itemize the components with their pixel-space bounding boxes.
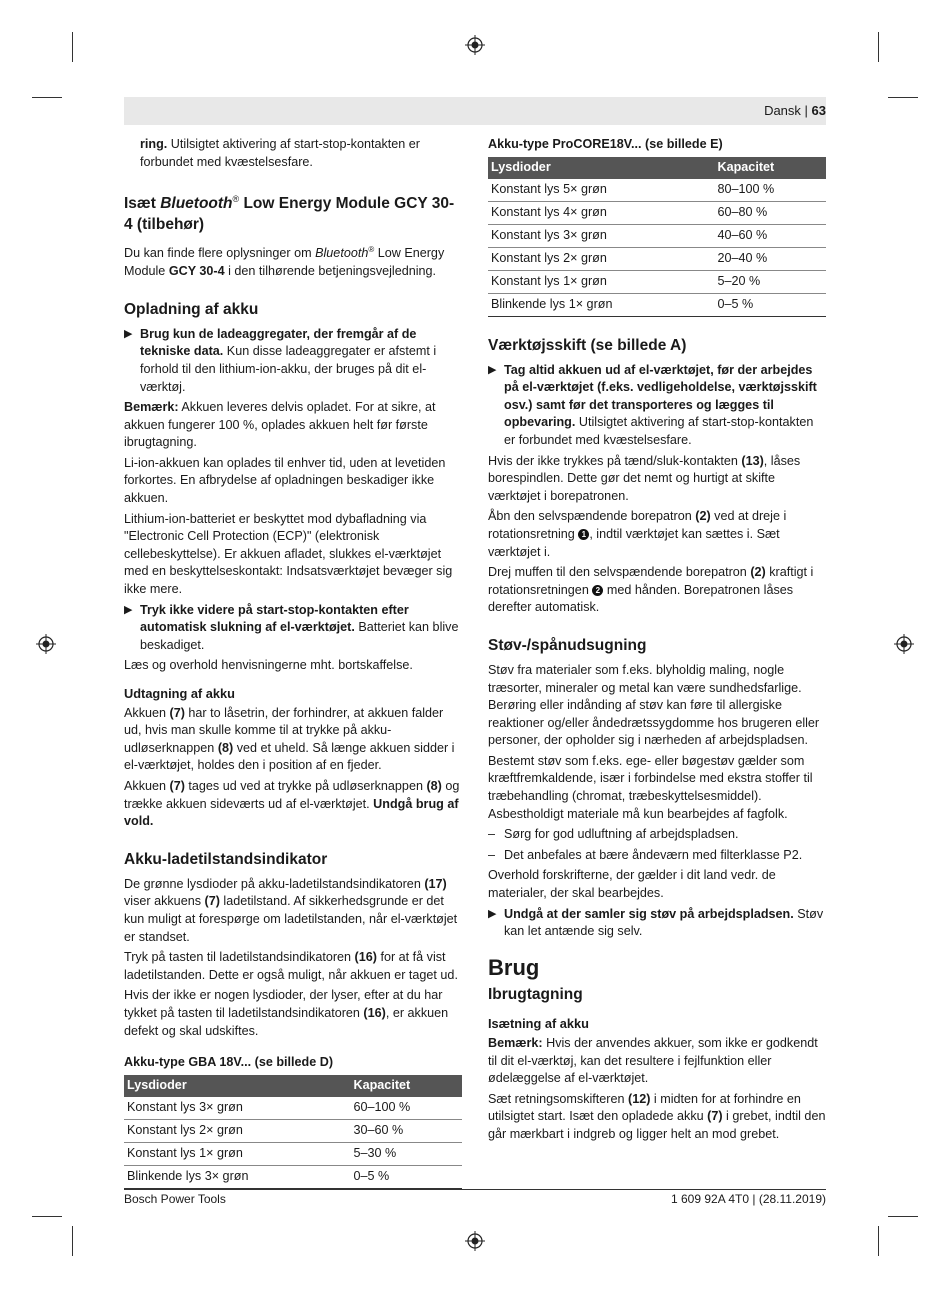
table-gba: [124, 1075, 462, 1189]
crop-mark: [888, 1216, 918, 1217]
right-column: [488, 136, 826, 1147]
heading-startup: Ibrugtagning: [488, 986, 583, 1004]
crop-mark: [878, 1226, 879, 1256]
table-row: Konstant lys 2× grøn 30–60 %: [124, 1119, 462, 1142]
arrow-right-icon: ▶: [124, 603, 133, 616]
table-row: Konstant lys 3× grøn 60–100 %: [124, 1097, 462, 1120]
paragraph: Akkuen (7) tages ud ved at trykke på udløserknappen (8) og trække akkuen sideværts ud af el-værktøjet. Undgå brug af vold.: [124, 778, 460, 829]
arrow-right-icon: ▶: [488, 907, 497, 920]
footer-rule: [124, 1189, 826, 1190]
paragraph: Læs og overhold henvisningerne mht. bortskaffelse.: [124, 658, 413, 673]
table-row: Konstant lys 3× grøn 40–60 %: [488, 224, 826, 247]
table-header: Kapacitet: [715, 157, 826, 179]
table-procore: [488, 157, 826, 317]
table-row: Konstant lys 1× grøn 5–20 %: [488, 270, 826, 293]
arrow-right-icon: ▶: [488, 363, 497, 376]
table-header: Lysdioder: [488, 157, 715, 179]
registration-mark-icon: [36, 634, 56, 654]
paragraph: Overhold forskrifterne, der gælder i dit land vedr. de materialer, der skal bearbejdes.: [488, 868, 776, 901]
paragraph: Akkuen (7) har to låsetrin, der forhindrer, at akkuen falder ud, hvis man skulle komme til at trykke på akku-udløserknappen (8) ved et uheld. Så længe akkuen sidder i el-værktøjet, holdes den i position af en fjeder.: [124, 705, 455, 773]
registration-mark-icon: [465, 35, 485, 55]
warning-bullet: ▶ Undgå at der samler sig støv på arbejdspladsen. Støv kan let antænde sig selv.: [488, 906, 824, 939]
page-number: 63: [811, 103, 826, 118]
paragraph: Hvis der ikke er nogen lysdioder, der lyser, efter at du har tykket på tasten til ladetilstandsindikatoren (16), er akkuen defekt og skal udskiftes.: [124, 988, 449, 1038]
heading-tool-change: Værktøjsskift (se billede A): [488, 336, 687, 354]
paragraph: De grønne lysdioder på akku-ladetilstandsindikatoren (17) viser akkuens (7) ladetilstand. Af sikkerhedsgrunde er det kun muligt at forespørge om ladetilstanden, når el-værktøjet er standset.: [124, 876, 458, 944]
header-language: Dansk: [764, 103, 801, 118]
crop-mark: [32, 97, 62, 98]
registration-mark-icon: [465, 1231, 485, 1251]
paragraph: Tryk på tasten til ladetilstandsindikatoren (16) for at få vist ladetilstanden. Dette er også muligt, når akkuen er taget ud.: [124, 950, 458, 982]
heading-charging: Opladning af akku: [124, 300, 259, 318]
table-title-gba: Akku-type GBA 18V... (se billede D): [124, 1055, 334, 1070]
arrow-right-icon: ▶: [124, 327, 133, 340]
rotation-direction-1-icon: 1: [578, 529, 589, 540]
left-column: [124, 136, 462, 1189]
table-row: Konstant lys 5× grøn 80–100 %: [488, 179, 826, 202]
registration-mark-icon: [894, 634, 914, 654]
table-row: Konstant lys 4× grøn 60–80 %: [488, 201, 826, 224]
heading-charge-indicator: Akku-ladetilstandsindikator: [124, 850, 328, 868]
warning-bullet: ▶ Brug kun de ladeaggregater, der fremgår af de tekniske data. Kun disse ladeaggregater er afstemt i forhold til den lithium-ion-akku, der bruges på dit el-værktøj.: [124, 326, 437, 394]
paragraph: Bestemt støv som f.eks. ege- eller bøgestøv gælder som kræftfremkaldende, især i forbindelse med ekstra stoffer til træbehandling (chromat, træbeskyttelsesmiddel). Asbestholdigt materiale må kun bearbejdes af fagfolk.: [488, 753, 813, 821]
note-paragraph: Bemærk: Akkuen leveres delvis opladet. For at sikre, at akkuen fungerer 100 %, oplades akkuen helt før første ibrugtagning.: [124, 400, 436, 450]
paragraph: Hvis der ikke trykkes på tænd/sluk-kontakten (13), låses borespindlen. Dette gør det nemt og hurtigt at skifte værktøjet i borepatronen.: [488, 453, 801, 503]
paragraph: Li-ion-akkuen kan oplades til enhver tid, uden at levetiden forkortes. En afbrydelse af opladningen beskadiger ikke akkuen.: [124, 455, 446, 506]
subheading-insert-battery: Isætning af akku: [488, 1016, 589, 1032]
table-header: Kapacitet: [351, 1075, 462, 1097]
heading-dust-extraction: Støv-/spånudsugning: [488, 636, 647, 654]
paragraph: Støv fra materialer som f.eks. blyholdig maling, nogle træsorter, mineraler og metal kan være sundhedsfarlige. Berøring eller indånding af støv kan føre til allergiske reaktioner og/eller åndedrætssygdomme hos brugeren eller personer, der opholder sig i nærheden af arbejdspladsen.: [488, 662, 820, 748]
crop-mark: [878, 32, 879, 62]
table-row: Konstant lys 2× grøn 20–40 %: [488, 247, 826, 270]
paragraph: Drej muffen til den selvspændende borepatron (2) kraftigt i rotationsretningen 2 med hånden. Borepatronen låses derefter automatisk.: [488, 565, 814, 615]
table-header: Lysdioder: [124, 1075, 351, 1097]
list-item: – Sørg for god udluftning af arbejdspladsen.: [488, 827, 739, 842]
footer-doc-number: 1 609 92A 4T0 | (28.11.2019): [670, 1192, 826, 1206]
table-row: Blinkende lys 1× grøn 0–5 %: [488, 293, 826, 316]
crop-mark: [32, 1216, 62, 1217]
rotation-direction-2-icon: 2: [592, 585, 603, 596]
paragraph-bluetooth: Du kan finde flere oplysninger om Bluetooth® Low Energy Module GCY 30-4 i den tilhørende betjeningsvejledning.: [124, 245, 445, 279]
warning-bullet: ▶ Tag altid akkuen ud af el-værktøjet, før der arbejdes på el-værktøjet (f.eks. vedligeholdelse, værktøjsskift osv.) samt før det transporteres og lægges til opbevaring. Utilsigtet aktivering af start-stop-kontakten er forbundet med kvæstelsesfare.: [488, 362, 817, 447]
crop-mark: [72, 1226, 73, 1256]
subheading-remove-battery: Udtagning af akku: [124, 686, 235, 701]
paragraph: Sæt retningsomskifteren (12) i midten for at forhindre en utilsigtet start. Isæt den opladede akku (7) i grebet, indtil den går mærkbart i indgreb og ligger helt an mod grebet.: [488, 1091, 826, 1141]
crop-mark: [888, 97, 918, 98]
note-paragraph: Bemærk: Hvis der anvendes akkuer, som ikke er godkendt til dit el-værktøj, kan det resultere i fejlfunktion eller ødelæggelse af el-værktøjet.: [488, 1036, 818, 1086]
list-item: – Det anbefales at bære åndeværn med filterklasse P2.: [488, 847, 803, 862]
paragraph: Åbn den selvspændende borepatron (2) ved at dreje i rotationsretning 1 , indtil værktøjet kan sættes i. Sæt værktøjet i.: [488, 509, 787, 559]
table-title-procore: Akku-type ProCORE18V... (se billede E): [488, 137, 723, 151]
heading-use: Brug: [488, 954, 540, 980]
table-row: Blinkende lys 3× grøn 0–5 %: [124, 1165, 462, 1188]
intro-paragraph: ring. Utilsigtet aktivering af start-stop-kontakten er forbundet med kvæstelsesfare.: [140, 137, 420, 169]
footer-publisher: Bosch Power Tools: [124, 1192, 226, 1206]
paragraph: Lithium-ion-batteriet er beskyttet mod dybafladning via "Electronic Cell Protection (ECP)" (elektronisk cellebeskyttelse). Er akkuen afladet, slukkes el-værktøjet med en beskyttelseskontakt: Indsatsværktøjet bevæger sig ikke mere.: [124, 511, 453, 597]
crop-mark: [72, 32, 73, 62]
table-row: Konstant lys 1× grøn 5–30 %: [124, 1142, 462, 1165]
heading-bluetooth: Isæt Bluetooth® Low Energy Module GCY 30-4 (tilbehør): [124, 194, 455, 234]
page-header: Dansk | 63: [764, 103, 826, 118]
warning-bullet: ▶ Tryk ikke videre på start-stop-kontakten efter automatisk slukning af el-værktøjet. Batteriet kan blive beskadiget.: [124, 602, 459, 652]
header-bar: [124, 97, 826, 125]
